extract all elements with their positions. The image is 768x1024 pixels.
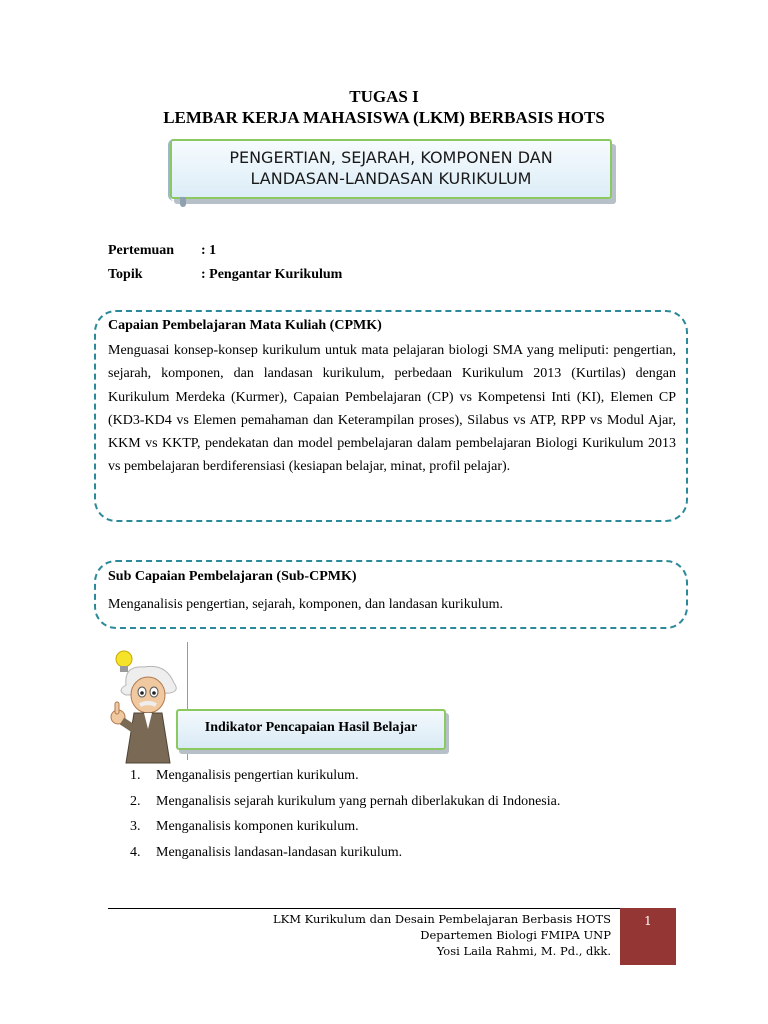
scroll-stub bbox=[180, 197, 186, 207]
pertemuan-value: : 1 bbox=[201, 243, 217, 258]
sub-cpmk-text: Menganalisis pengertian, sejarah, komponen, dan landasan kurikulum. bbox=[108, 597, 504, 612]
list-item bbox=[130, 819, 560, 845]
list-text: Menganalisis pengertian kurikulum. bbox=[156, 768, 359, 783]
list-number: 1. bbox=[130, 768, 141, 783]
footer-line3: Yosi Laila Rahmi, M. Pd., dkk. bbox=[436, 944, 611, 958]
list-number: 2. bbox=[130, 793, 141, 809]
meta-topik bbox=[108, 267, 342, 283]
cpmk-heading: Capaian Pembelajaran Mata Kuliah (CPMK) bbox=[108, 318, 382, 333]
topic-banner bbox=[170, 139, 612, 199]
list-text: Menganalisis sejarah kurikulum yang pernah diberlakukan di Indonesia. bbox=[156, 793, 561, 809]
topik-value: : Pengantar Kurikulum bbox=[201, 267, 343, 282]
footer-rule bbox=[108, 908, 620, 909]
list-item bbox=[130, 845, 560, 871]
topic-banner-line2: LANDASAN-LANDASAN KURIKULUM bbox=[250, 169, 532, 188]
cpmk-text: Menguasai konsep-konsep kurikulum untuk mata pelajaran biologi SMA yang meliputi: pengertian, sejarah, komponen, dan landasan kurikulum, perbedaan Kurikulum 2013 (Kurtilas) dengan Kurikulum Merdeka (Kurmer), Capaian Pembelajaran (CP) vs Kompetensi Inti (KI), Elemen CP (KD3-KD4 vs Elemen pemahaman dan Keterampilan proses), Silabus vs ATP, RPP vs Modul Ajar, KKM vs KKTP, pendekatan dan model pembelajaran dalam pembelajaran Biologi Kurikulum 2013 vs pembelajaran berdiferensiasi (kesiapan belajar, minat, profil pelajar). bbox=[108, 343, 676, 475]
list-number: 3. bbox=[130, 819, 141, 834]
list-item bbox=[130, 768, 560, 794]
page-number: 1 bbox=[620, 908, 676, 965]
topic-banner-text bbox=[172, 147, 610, 189]
footer-text bbox=[273, 911, 611, 959]
meta-pertemuan bbox=[108, 243, 216, 259]
list-text: Menganalisis komponen kurikulum. bbox=[156, 819, 359, 834]
topic-banner-line1: PENGERTIAN, SEJARAH, KOMPONEN DAN bbox=[229, 148, 553, 167]
indikator-tab bbox=[176, 709, 446, 750]
footer-line2: Departemen Biologi FMIPA UNP bbox=[420, 928, 611, 942]
footer-line1: LKM Kurikulum dan Desain Pembelajaran Berbasis HOTS bbox=[273, 912, 611, 926]
pertemuan-label: Pertemuan bbox=[108, 243, 175, 258]
list-item bbox=[130, 794, 560, 820]
list-number: 4. bbox=[130, 844, 141, 860]
einstein-character-icon bbox=[104, 645, 184, 765]
list-text: Menganalisis landasan-landasan kurikulum. bbox=[156, 844, 403, 860]
indikator-heading: Indikator Pencapaian Hasil Belajar bbox=[204, 720, 418, 735]
document-subtitle: LEMBAR KERJA MAHASISWA (LKM) BERBASIS HOTS bbox=[163, 108, 605, 127]
lightbulb-icon bbox=[116, 651, 132, 672]
document-title: TUGAS I bbox=[349, 87, 419, 106]
sub-cpmk-heading: Sub Capaian Pembelajaran (Sub-CPMK) bbox=[108, 569, 357, 584]
indikator-list bbox=[130, 768, 560, 870]
topik-label: Topik bbox=[108, 267, 143, 282]
